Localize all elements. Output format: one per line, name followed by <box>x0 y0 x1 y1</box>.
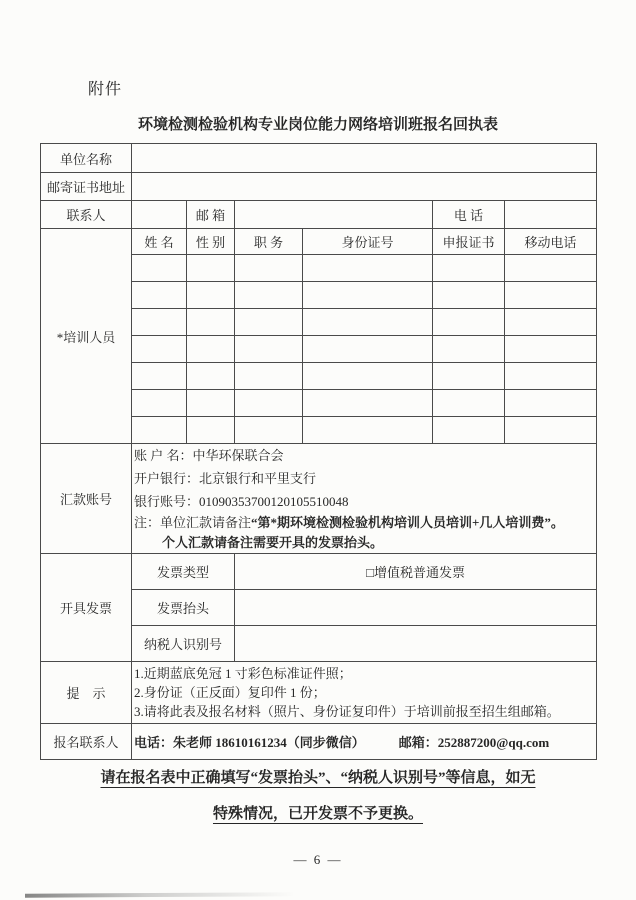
mail-address-label: 邮寄证书地址 <box>41 173 132 201</box>
trainee-empty-cell <box>235 417 303 444</box>
contact-phone-cell <box>505 201 597 229</box>
remittance-bank: 开户银行：北京银行和平里支行 <box>134 471 317 486</box>
trainee-empty-cell <box>303 417 433 444</box>
invoice-taxid-label: 纳税人识别号 <box>132 626 235 662</box>
scan-artifact <box>25 892 295 897</box>
invoice-type-row <box>41 554 597 590</box>
contact-row <box>41 201 597 229</box>
invoice-title-label: 发票抬头 <box>132 590 235 626</box>
trainee-empty-cell <box>235 255 303 282</box>
registration-contact-phone: 电话：朱老师 18610161234（同步微信） <box>134 735 365 750</box>
trainee-empty-cell <box>433 336 505 363</box>
mail-address-row <box>41 173 597 201</box>
checkbox-unchecked-icon: □ <box>366 565 374 580</box>
unit-name-label: 单位名称 <box>41 144 132 173</box>
unit-name-row <box>41 144 597 173</box>
trainee-empty-cell <box>303 282 433 309</box>
trainee-empty-cell <box>433 363 505 390</box>
trainee-empty-cell <box>187 309 235 336</box>
registration-contact-row <box>41 724 597 760</box>
trainee-col-mobile: 移动电话 <box>505 229 597 255</box>
trainee-empty-cell <box>303 363 433 390</box>
invoice-type-value-cell <box>235 554 597 590</box>
remittance-content <box>132 444 597 554</box>
registration-contact-content <box>132 724 597 760</box>
trainee-empty-cell <box>132 282 187 309</box>
trainee-empty-cell <box>187 390 235 417</box>
tips-content <box>132 662 597 724</box>
trainee-empty-cell <box>132 363 187 390</box>
trainee-col-certificate: 申报证书 <box>433 229 505 255</box>
trainee-header-row <box>41 229 597 255</box>
trainee-empty-cell <box>132 417 187 444</box>
trainee-empty-cell <box>303 390 433 417</box>
remittance-account-name: 账 户 名：中华环保联合会 <box>134 448 284 463</box>
invoice-title-cell <box>235 590 597 626</box>
trainee-empty-cell <box>505 255 597 282</box>
trainee-empty-cell <box>303 309 433 336</box>
contact-email-cell <box>235 201 433 229</box>
trainee-empty-cell <box>187 417 235 444</box>
page-number: — 6 — <box>293 852 343 867</box>
trainee-empty-cell <box>132 255 187 282</box>
remittance-note <box>134 513 594 533</box>
invoice-type-label: 发票类型 <box>132 554 235 590</box>
tip-item: 3.请将此表及报名材料（照片、身份证复印件）于培训前报至招生组邮箱。 <box>134 704 560 719</box>
trainee-empty-cell <box>505 309 597 336</box>
invoice-type-value: 增值税普通发票 <box>373 565 465 580</box>
trainee-empty-cell <box>505 390 597 417</box>
remittance-note-prefix: 注：单位汇款请备注 <box>134 515 252 530</box>
invoice-label: 开具发票 <box>41 554 132 662</box>
remittance-row <box>41 444 597 554</box>
trainee-empty-cell <box>505 417 597 444</box>
trainee-empty-cell <box>505 336 597 363</box>
registration-contact-label: 报名联系人 <box>41 724 132 760</box>
trainee-col-position: 职 务 <box>235 229 303 255</box>
attachment-label: 附件 <box>88 81 123 98</box>
trainee-empty-cell <box>235 309 303 336</box>
unit-name-value-cell <box>132 144 597 173</box>
registration-table <box>40 143 597 760</box>
trainee-empty-cell <box>187 336 235 363</box>
trainee-empty-cell <box>235 336 303 363</box>
trainee-empty-cell <box>187 363 235 390</box>
contact-email-label: 邮 箱 <box>187 201 235 229</box>
contact-phone-label: 电 话 <box>433 201 505 229</box>
trainee-empty-cell <box>235 282 303 309</box>
tip-item: 2.身份证（正反面）复印件 1 份； <box>134 685 326 700</box>
trainee-empty-cell <box>235 363 303 390</box>
trainee-empty-cell <box>132 390 187 417</box>
trainee-empty-cell <box>505 282 597 309</box>
trainee-empty-cell <box>303 336 433 363</box>
form-title: 环境检测检验机构专业岗位能力网络培训班报名回执表 <box>137 117 498 133</box>
trainee-col-id: 身份证号 <box>303 229 433 255</box>
footer-notice-line2: 特殊情况，已开发票不予更换。 <box>212 806 423 822</box>
trainee-empty-cell <box>433 309 505 336</box>
trainee-empty-cell <box>235 390 303 417</box>
remittance-note-bold: “第*期环境检测检验机构培训人员培训+几人培训费”。 <box>251 515 564 530</box>
registration-contact-email: 邮箱：252887200@qq.com <box>398 735 550 750</box>
remittance-account-no: 银行账号：01090353700120105510048 <box>134 494 349 509</box>
trainee-empty-cell <box>433 417 505 444</box>
trainee-col-name: 姓 名 <box>132 229 187 255</box>
trainee-empty-cell <box>132 309 187 336</box>
tips-row <box>41 662 597 724</box>
tips-label: 提 示 <box>41 662 132 724</box>
trainee-empty-cell <box>433 255 505 282</box>
remittance-label: 汇款账号 <box>41 444 132 554</box>
trainee-empty-cell <box>505 363 597 390</box>
contact-label: 联系人 <box>41 201 132 229</box>
contact-name-cell <box>132 201 187 229</box>
footer-notice-line1: 请在报名表中正确填写“发票抬头”、“纳税人识别号”等信息，如无 <box>100 770 536 786</box>
trainee-empty-cell <box>187 282 235 309</box>
mail-address-value-cell <box>132 173 597 201</box>
trainee-empty-cell <box>187 255 235 282</box>
tip-item: 1.近期蓝底免冠 1 寸彩色标准证件照； <box>134 666 352 681</box>
trainee-empty-cell <box>132 336 187 363</box>
remittance-note-line2: 个人汇款请备注需要开具的发票抬头。 <box>162 535 384 550</box>
trainee-col-gender: 性 别 <box>187 229 235 255</box>
invoice-taxid-cell <box>235 626 597 662</box>
trainee-empty-cell <box>433 282 505 309</box>
trainee-empty-cell <box>303 255 433 282</box>
trainee-empty-cell <box>433 390 505 417</box>
trainees-label: *培训人员 <box>41 229 132 444</box>
